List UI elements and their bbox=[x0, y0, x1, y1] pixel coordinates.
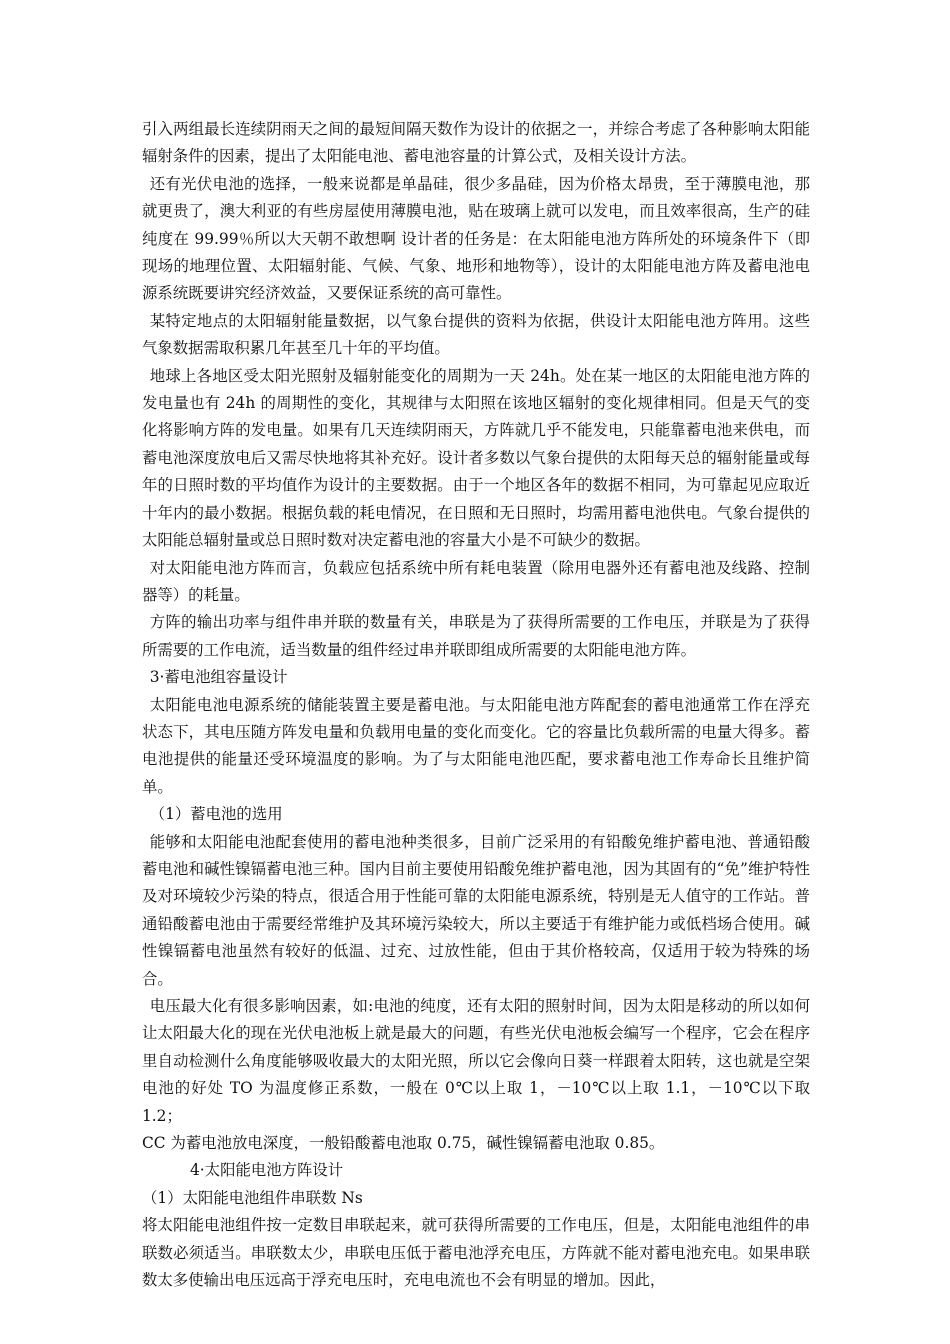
paragraph-11: 将太阳能电池组件按一定数目串联起来，就可获得所需要的工作电压，但是，太阳能电池组件的串联数必须适当。串联数太少，串联电压低于蓄电池浮充电压，方阵就不能对蓄电池充电。如果串联数太多使输出电压远高于浮充电压时，充电电流也不会有明显的增加。因此， bbox=[142, 1216, 810, 1290]
paragraph-6: 方阵的输出功率与组件串并联的数量有关，串联是为了获得所需要的工作电压，并联是为了获得所需要的工作电流，适当数量的组件经过串并联即组成所需要的太阳能电池方阵。 bbox=[142, 613, 810, 659]
paragraph-3: 某特定地点的太阳辐射能量数据，以气象台提供的资料为依据，供设计太阳能电池方阵用。这些气象数据需取积累几年甚至几十年的平均值。 bbox=[142, 311, 810, 358]
paragraph-9: 电压最大化有很多影响因素，如:电池的纯度，还有太阳的照射时间，因为太阳是移动的所以如何让太阳最大化的现在光伏电池板上就是最大的问题，有些光伏电池板会编写一个程序，它会在程序里自动检测什么角度能够吸收最大的太阳光照，所以它会像向日葵一样跟着太阳转，这也就是空架电池的好处 TO 为温度修正系数，一般在 0℃以上取 1，－10℃以上取 1.1，－10℃以下取 1.2； bbox=[142, 997, 810, 1125]
subheading-battery-selection: （1）蓄电池的选用 bbox=[149, 805, 283, 824]
paragraph-5: 对太阳能电池方阵而言，负载应包括系统中所有耗电装置（除用电器外还有蓄电池及线路、控制器等）的耗量。 bbox=[142, 558, 810, 604]
paragraph-4: 地球上各地区受太阳光照射及辐射能变化的周期为一天 24h。处在某一地区的太阳能电池方阵的发电量也有 24h 的周期性的变化，其规律与太阳照在该地区辐射的变化规律相同。但是天气的变化将影响方阵的发电量。如果有几天连续阴雨天，方阵就几乎不能发电，只能靠蓄电池来供电，而蓄电池深度放电后又需尽快地将其补充好。设计者多数以气象台提供的太阳每天总的辐射能量或每年的日照时数的平均值作为设计的主要数据。由于一个地区各年的数据不相同，为可靠起见应取近十年内的最小数据。根据负载的耗电情况，在日照和无日照时，均需用蓄电池供电。气象台提供的太阳能总辐射量或总日照时数对决定蓄电池的容量大小是不可缺少的数据。 bbox=[142, 366, 810, 550]
document-page bbox=[142, 116, 810, 1294]
section-heading-3: 3·蓄电池组容量设计 bbox=[149, 668, 288, 687]
paragraph-10: CC 为蓄电池放电深度，一般铅酸蓄电池取 0.75，碱性镍镉蓄电池取 0.85。 bbox=[142, 1134, 665, 1153]
paragraph-7: 太阳能电池电源系统的储能装置主要是蓄电池。与太阳能电池方阵配套的蓄电池通常工作在浮充状态下，其电压随方阵发电量和负载用电量的变化而变化。它的容量比负载所需的电量大得多。蓄电池提供的能量还受环境温度的影响。为了与太阳能电池匹配，要求蓄电池工作寿命长且维护简单。 bbox=[142, 695, 810, 796]
paragraph-1: 引入两组最长连续阴雨天之间的最短间隔天数作为设计的依据之一，并综合考虑了各种影响太阳能辐射条件的因素，提出了太阳能电池、蓄电池容量的计算公式，及相关设计方法。 bbox=[142, 120, 810, 166]
paragraph-2: 还有光伏电池的选择，一般来说都是单晶硅，很少多晶硅，因为价格太昂贵，至于薄膜电池，那就更贵了，澳大利亚的有些房屋使用薄膜电池，贴在玻璃上就可以发电，而且效率很高，生产的硅纯度在 99.99％所以大天朝不敢想啊 设计者的任务是：在太阳能电池方阵所处的环境条件下（即现场的地理位置、太阳辐射能、气候、气象、地形和地物等），设计的太阳能电池方阵及蓄电池电源系统既要讲究经济效益，又要保证系统的高可靠性。 bbox=[142, 174, 810, 303]
section-heading-4: 4·太阳能电池方阵设计 bbox=[190, 1161, 344, 1180]
subheading-series-count: （1）太阳能电池组件串联数 Ns bbox=[142, 1188, 363, 1207]
paragraph-8: 能够和太阳能电池配套使用的蓄电池种类很多，目前广泛采用的有铅酸免维护蓄电池、普通铅酸蓄电池和碱性镍镉蓄电池三种。国内目前主要使用铅酸免维护蓄电池，因为其固有的“免”维护特性及对环境较少污染的特点，很适合用于性能可靠的太阳能电源系统，特别是无人值守的工作站。普通铅酸蓄电池由于需要经常维护及其环境污染较大，所以主要适于有维护能力或低档场合使用。碱性镍镉蓄电池虽然有较好的低温、过充、过放性能，但由于其价格较高，仅适用于较为特殊的场合。 bbox=[142, 832, 810, 988]
